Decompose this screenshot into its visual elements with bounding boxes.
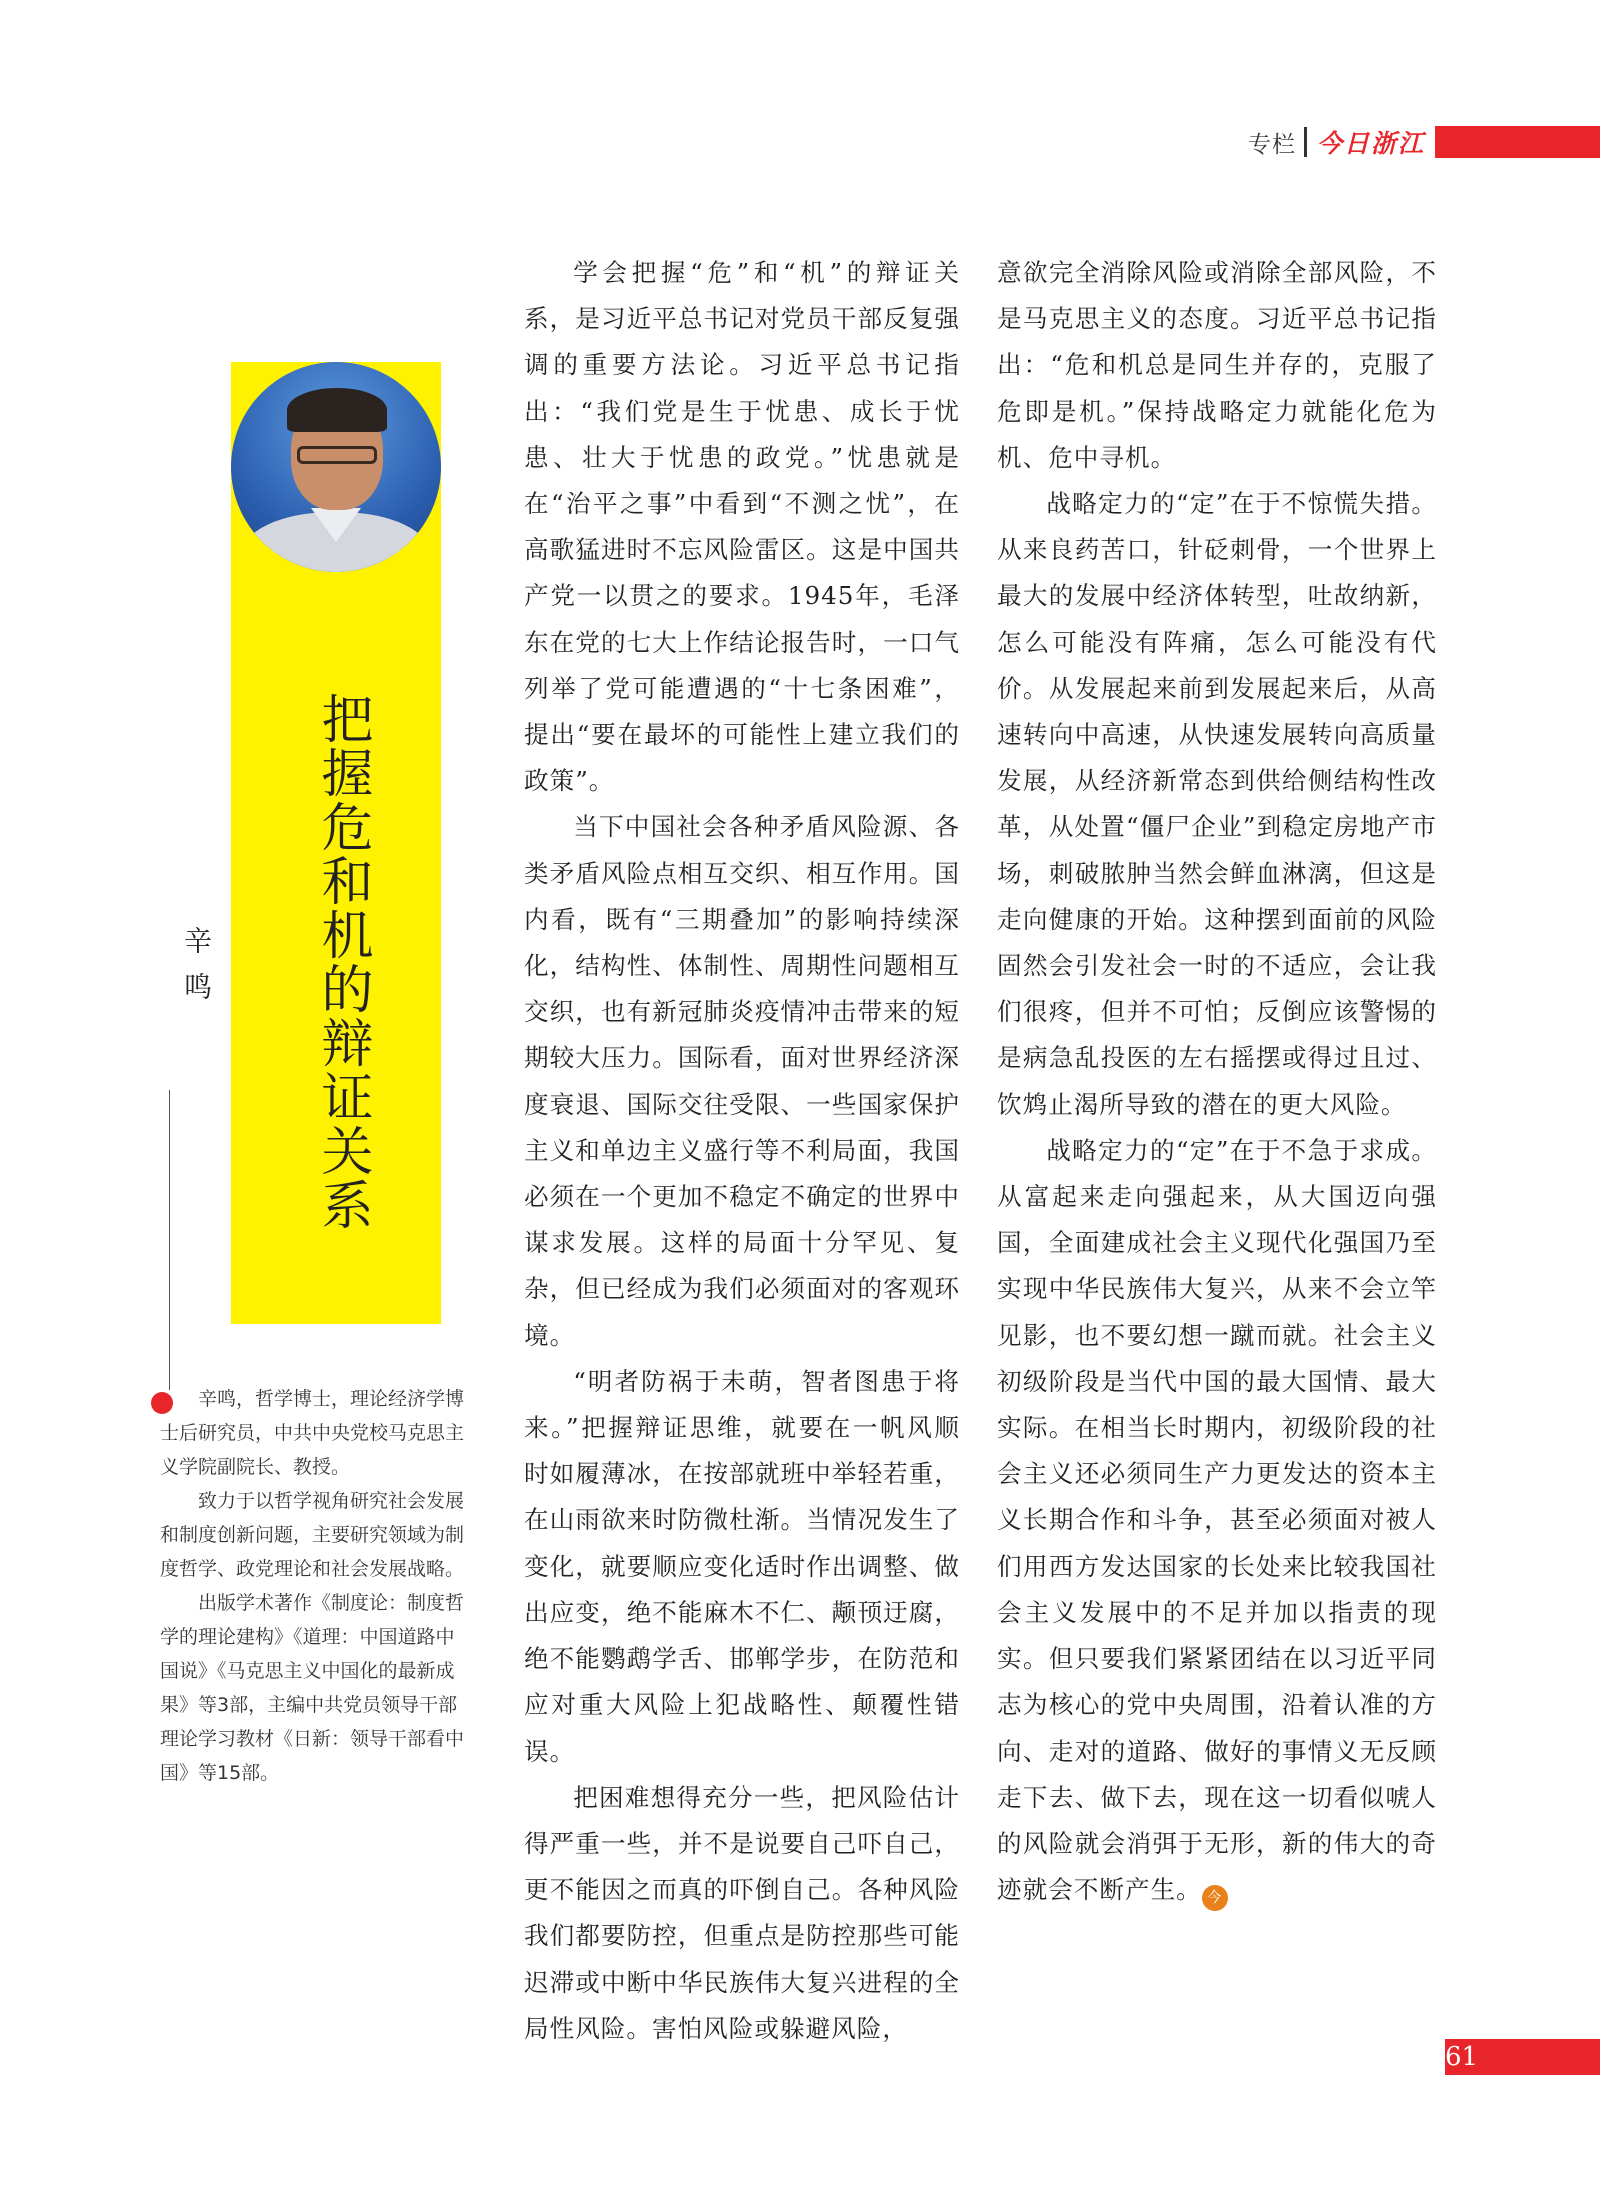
article-paragraph: 把困难想得充分一些，把风险估计得严重一些，并不是说要自己吓自己，更不能因之而真的吓倒自己。各种风险我们都要防控，但重点是防控那些可能迟滞或中断中华民族伟大复兴进程的全局性风险。害怕风险或躲避风险， bbox=[524, 1782, 960, 2043]
bio-paragraph: 致力于以哲学视角研究社会发展和制度创新问题，主要研究领域为制度哲学、政党理论和社会发展战略。 bbox=[160, 1490, 465, 1580]
author-divider-line bbox=[169, 1090, 170, 1390]
bio-paragraph: 辛鸣，哲学博士，理论经济学博士后研究员，中共中央党校马克思主义学院副院长、教授。 bbox=[160, 1388, 465, 1478]
article-paragraph: 意欲完全消除风险或消除全部风险，不是马克思主义的态度。习近平总书记指出：“危和机总是同生并存的，克服了危即是机。”保持战略定力就能化危为机、危中寻机。 bbox=[997, 258, 1437, 472]
author-bio bbox=[160, 1382, 465, 1790]
article-column-1 bbox=[524, 250, 960, 2052]
article-paragraph-text: 战略定力的“定”在于不急于求成。从富起来走向强起来，从大国迈向强国，全面建成社会主义现代化强国乃至实现中华民族伟大复兴，从来不会立竿见影，也不要幻想一蹴而就。社会主义初级阶段是当代中国的最大国情、最大实际。在相当长时期内，初级阶段的社会主义还必须同生产力更发达的资本主义长期合作和斗争，甚至必须面对被人们用西方发达国家的长处来比较我国社会主义发展中的不足并加以指责的现实。但只要我们紧紧团结在以习近平同志为核心的党中央周围，沿着认准的方向、走对的道路、做好的事情义无反顾走下去、做下去，现在这一切看似唬人的风险就会消弭于无形，新的伟大的奇迹就会不断产生。 bbox=[997, 1135, 1437, 1905]
article-paragraph bbox=[997, 1128, 1437, 1913]
article-paragraph: 战略定力的“定”在于不惊慌失措。从来良药苦口，针砭刺骨，一个世界上最大的发展中经济体转型，吐故纳新，怎么可能没有阵痛，怎么可能没有代价。从发展起来前到发展起来后，从高速转向中高速，从快速发展转向高质量发展，从经济新常态到供给侧结构性改革，从处置“僵尸企业”到稳定房地产市场，刺破脓肿当然会鲜血淋漓，但这是走向健康的开始。这种摆到面前的风险固然会引发社会一时的不适应，会让我们很疼，但并不可怕；反倒应该警惕的是病急乱投医的左右摇摆或得过且过、饮鸩止渴所导致的潜在的更大风险。 bbox=[997, 489, 1437, 1119]
end-mark-icon: 今 bbox=[1202, 1885, 1228, 1911]
article-title: 把握危和机的辩证关系 bbox=[312, 692, 372, 1232]
header-separator bbox=[1304, 127, 1307, 157]
author-name: 辛鸣 bbox=[180, 926, 213, 1018]
header-red-bar bbox=[1435, 126, 1600, 158]
page-number: 61 bbox=[1445, 2042, 1479, 2072]
article-paragraph: 学会把握“危”和“机”的辩证关系，是习近平总书记对党员干部反复强调的重要方法论。习近平总书记指出：“我们党是生于忧患、成长于忧患、壮大于忧患的政党。”忧患就是在“治平之事”中看到“不测之忧”，在高歌猛进时不忘风险雷区。这是中国共产党一以贯之的要求。1945年，毛泽东在党的七大上作结论报告时，一口气列举了党可能遭遇的“十七条困难”，提出“要在最坏的可能性上建立我们的政策”。 bbox=[524, 258, 960, 796]
bio-paragraph: 出版学术著作《制度论：制度哲学的理论建构》《道理：中国道路中国说》《马克思主义中国化的最新成果》等3部，主编中共党员领导干部理论学习教材《日新：领导干部看中国》等15部。 bbox=[160, 1592, 465, 1784]
column-label: 专栏 bbox=[1247, 131, 1296, 158]
page-header bbox=[1248, 126, 1600, 158]
article-column-2 bbox=[997, 250, 1437, 1913]
author-portrait bbox=[231, 362, 441, 572]
brand-logo-text: 今日浙江 bbox=[1316, 129, 1425, 158]
article-paragraph: “明者防祸于未萌，智者图患于将来。”把握辩证思维，就要在一帆风顺时如履薄冰，在按部就班中举轻若重，在山雨欲来时防微杜渐。当情况发生了变化，就要顺应变化适时作出调整、做出应变，绝不能麻木不仁、颟顸迂腐，绝不能鹦鹉学舌、邯郸学步，在防范和应对重大风险上犯战略性、颠覆性错误。 bbox=[524, 1366, 960, 1766]
article-paragraph: 当下中国社会各种矛盾风险源、各类矛盾风险点相互交织、相互作用。国内看，既有“三期叠加”的影响持续深化，结构性、体制性、周期性问题相互交织，也有新冠肺炎疫情冲击带来的短期较大压力。国际看，面对世界经济深度衰退、国际交往受限、一些国家保护主义和单边主义盛行等不利局面，我国必须在一个更加不稳定不确定的世界中谋求发展。这样的局面十分罕见、复杂，但已经成为我们必须面对的客观环境。 bbox=[524, 812, 960, 1350]
